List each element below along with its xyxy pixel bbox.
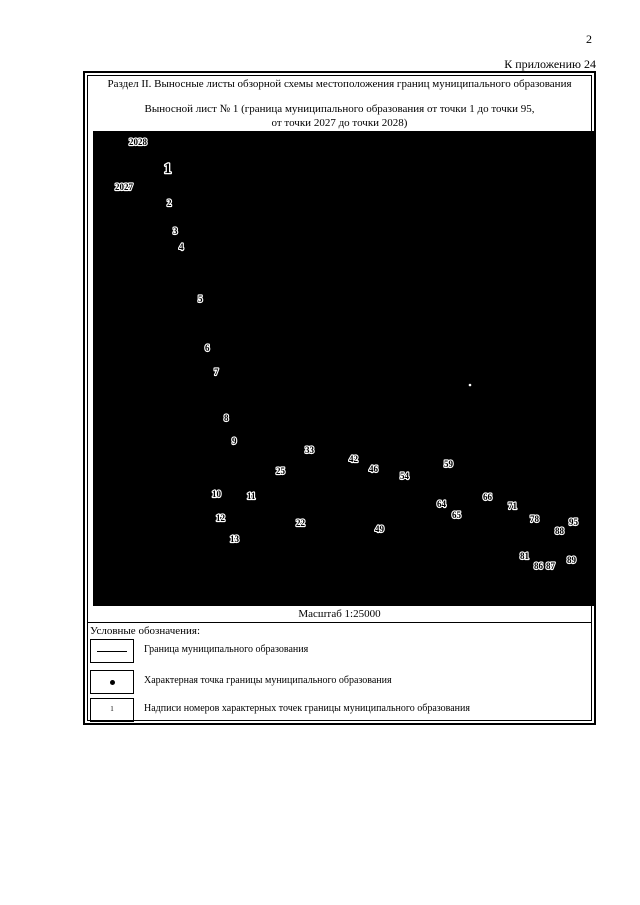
point-label-3: 3 — [173, 226, 178, 236]
point-label-54: 54 — [400, 471, 409, 481]
point-label-78: 78 — [530, 514, 539, 524]
legend-item-label: Надписи номеров характерных точек границы муниципального образования — [144, 703, 470, 714]
point-label-33: 33 — [305, 445, 314, 455]
document-frame — [83, 71, 596, 725]
legend-item-label: Характерная точка границы муниципального образования — [144, 675, 392, 686]
inner-frame — [87, 75, 592, 721]
point-label-1: 1 — [164, 161, 172, 177]
legend-symbol-box — [90, 698, 134, 722]
legend-symbol-box — [90, 639, 134, 663]
point-label-2027: 2027 — [115, 182, 133, 192]
appendix-label: К приложению 24 — [504, 57, 596, 71]
sheet-title-line-2: от точки 2027 до точки 2028) — [271, 117, 408, 129]
point-label-49: 49 — [375, 524, 384, 534]
boundary-point-dot — [469, 384, 472, 387]
legend-divider — [88, 622, 591, 623]
point-label-81: 81 — [520, 551, 529, 561]
point-label-10: 10 — [212, 489, 221, 499]
point-label-9: 9 — [232, 436, 237, 446]
legend-item-label: Граница муниципального образования — [144, 644, 309, 655]
point-label-71: 71 — [508, 501, 517, 511]
point-dot-icon — [110, 680, 115, 685]
point-label-13: 13 — [230, 534, 239, 544]
point-label-2028: 2028 — [129, 137, 147, 147]
point-label-7: 7 — [214, 367, 219, 377]
sheet-title — [88, 102, 591, 130]
legend-title: Условные обозначения: — [90, 625, 201, 637]
point-label-8: 8 — [224, 413, 229, 423]
point-label-4: 4 — [179, 242, 184, 252]
scale-label: Масштаб 1:25000 — [298, 608, 381, 620]
point-label-12: 12 — [216, 513, 225, 523]
point-label-89: 89 — [567, 555, 576, 565]
page-number: 2 — [586, 32, 592, 46]
map-area[interactable] — [93, 131, 594, 606]
point-number-icon: 1 — [110, 705, 114, 713]
point-label-5: 5 — [198, 294, 203, 304]
map-canvas — [93, 131, 594, 606]
boundary-line-icon — [97, 651, 127, 652]
legend-symbol-box — [90, 670, 134, 694]
point-label-86: 86 — [534, 561, 543, 571]
point-label-65: 65 — [452, 510, 461, 520]
point-label-25: 25 — [276, 466, 285, 476]
point-label-87: 87 — [546, 561, 555, 571]
point-label-95: 95 — [569, 517, 578, 527]
point-label-59: 59 — [444, 459, 453, 469]
point-label-64: 64 — [437, 499, 446, 509]
point-label-46: 46 — [369, 464, 378, 474]
point-label-66: 66 — [483, 492, 492, 502]
point-label-6: 6 — [205, 343, 210, 353]
point-label-11: 11 — [247, 491, 256, 501]
point-label-88: 88 — [555, 526, 564, 536]
point-label-42: 42 — [349, 454, 358, 464]
sheet-title-line-1: Выносной лист № 1 (граница муниципального образования от точки 1 до точки 95, — [144, 103, 535, 115]
section-title: Раздел II. Выносные листы обзорной схемы местоположения границ муниципального образования — [107, 78, 572, 90]
point-label-2: 2 — [167, 198, 172, 208]
point-label-22: 22 — [296, 518, 305, 528]
